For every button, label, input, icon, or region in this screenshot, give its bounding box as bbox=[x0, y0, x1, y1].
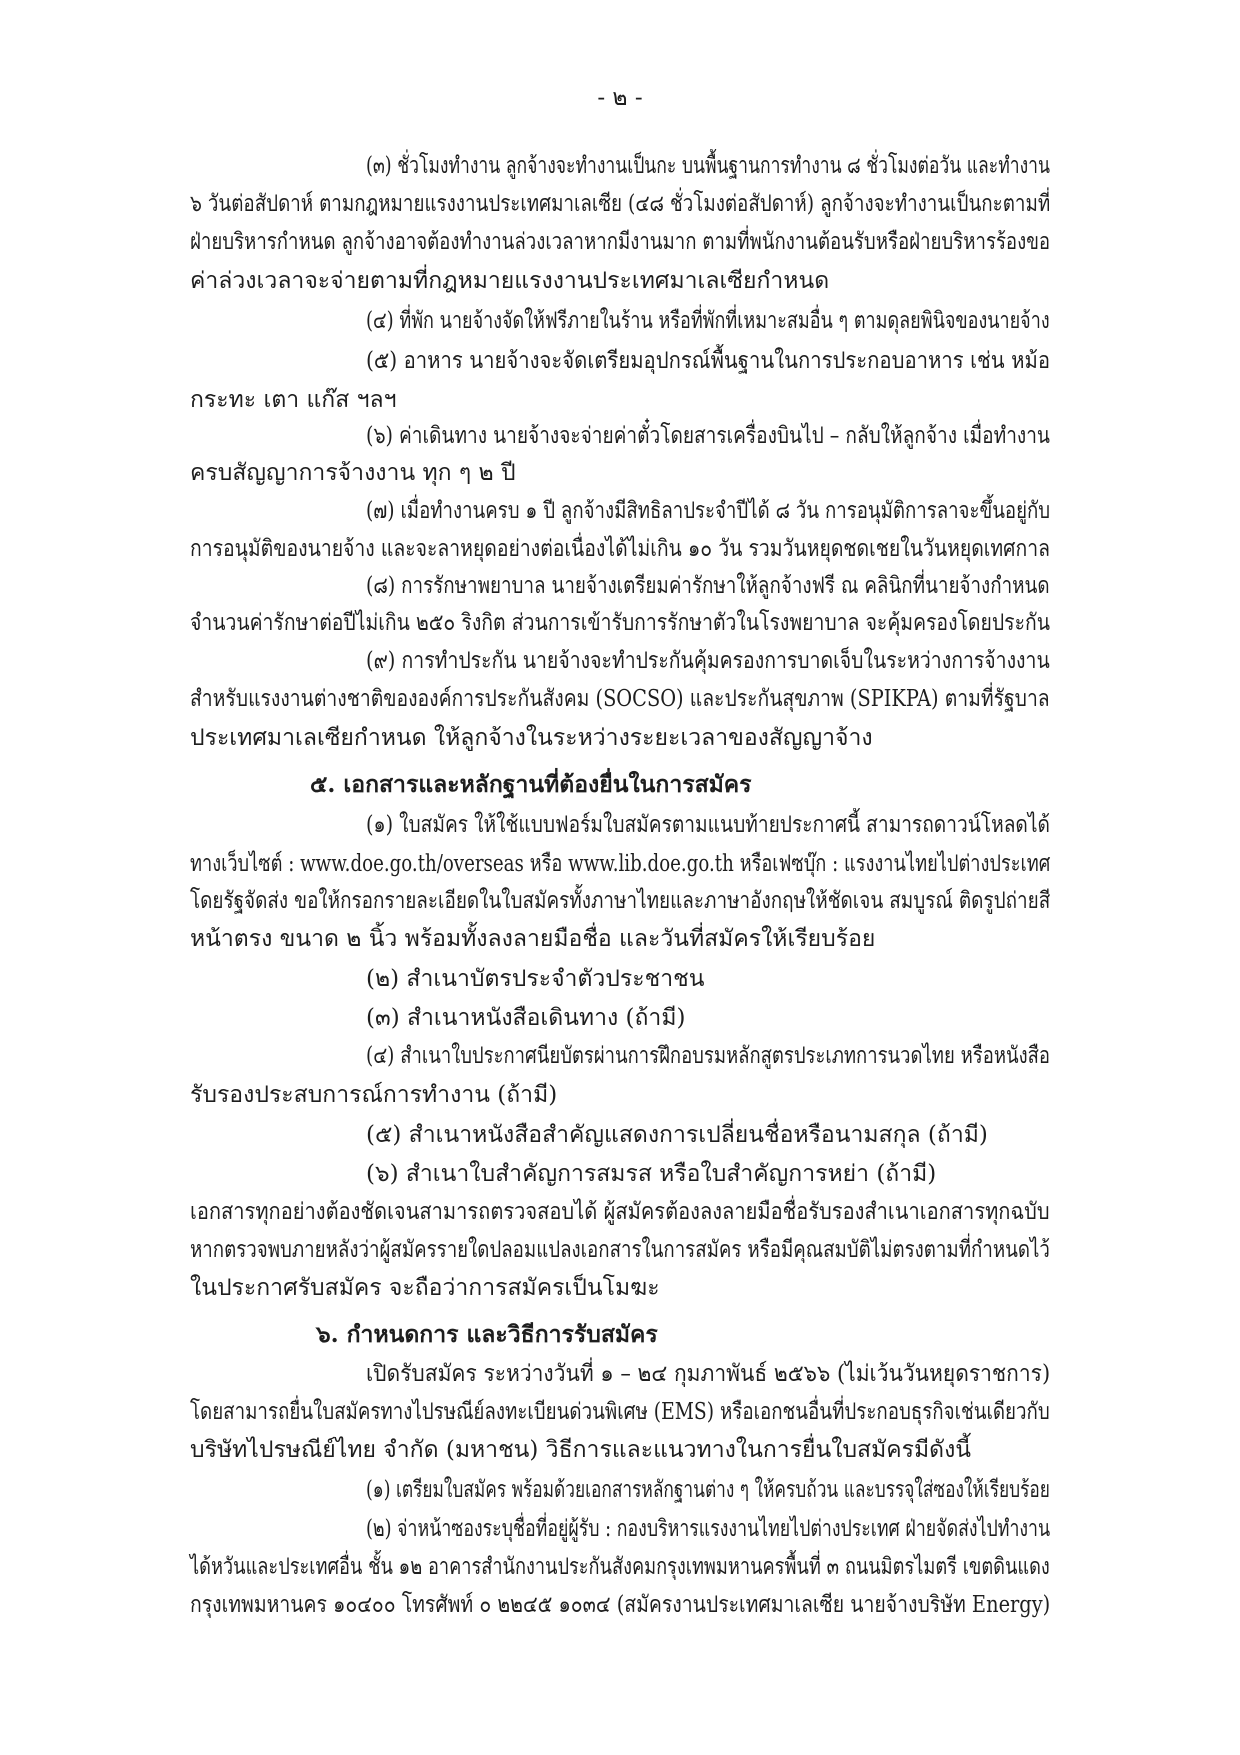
apply-line-3: บริษัทไปรษณีย์ไทย จำกัด (มหาชน) วิธีการและแนวทางในการยื่นใบสมัครมีดังนี้ bbox=[190, 1437, 972, 1463]
page-number: - ๒ - bbox=[597, 85, 643, 111]
para-9-line-1: (๙) การทำประกัน นายจ้างจะทำประกันคุ้มครองการบาดเจ็บในระหว่างการจ้างงาน bbox=[366, 648, 1050, 674]
doc-4-line-2: รับรองประสบการณ์การทำงาน (ถ้ามี) bbox=[190, 1082, 558, 1108]
doc-1-line-2: ทางเว็บไซต์ : www.doe.go.th/overseas หรือ www.lib.doe.go.th หรือเฟซบุ๊ก : แรงงานไทยไปต่างประเทศ bbox=[190, 851, 1051, 877]
apply-line-2: โดยสามารถยื่นใบสมัครทางไปรษณีย์ลงทะเบียนด่วนพิเศษ (EMS) หรือเอกชนอื่นที่ประกอบธุรกิจเช่นเดียวกับ bbox=[190, 1399, 1050, 1425]
para-4-line-1: (๔) ที่พัก นายจ้างจัดให้ฟรีภายในร้าน หรือที่พักที่เหมาะสมอื่น ๆ ตามดุลยพินิจของนายจ้าง bbox=[366, 308, 1050, 334]
para-9-line-2: สำหรับแรงงานต่างชาติขององค์การประกันสังคม (SOCSO) และประกันสุขภาพ (SPIKPA) ตามที่รัฐบาล bbox=[190, 686, 1050, 712]
apply-line-1: เปิดรับสมัคร ระหว่างวันที่ ๑ – ๒๔ กุมภาพันธ์ ๒๕๖๖ (ไม่เว้นวันหยุดราชการ) bbox=[366, 1361, 1051, 1387]
doc-1-line-3: โดยรัฐจัดส่ง ขอให้กรอกรายละเอียดในใบสมัครทั้งภาษาไทยและภาษาอังกฤษให้ชัดเจน สมบูรณ์ ติดรูปถ่ายสี bbox=[190, 888, 1051, 914]
para-6-line-1: (๖) ค่าเดินทาง นายจ้างจะจ่ายค่าตั๋วโดยสารเครื่องบินไป – กลับให้ลูกจ้าง เมื่อทำงาน bbox=[366, 423, 1050, 449]
doc-5-line: (๕) สำเนาหนังสือสำคัญแสดงการเปลี่ยนชื่อหรือนามสกุล (ถ้ามี) bbox=[366, 1122, 988, 1148]
para-8-line-1: (๘) การรักษาพยาบาล นายจ้างเตรียมค่ารักษาให้ลูกจ้างฟรี ณ คลินิกที่นายจ้างกำหนด bbox=[366, 573, 1050, 599]
para-3-line-3: ฝ่ายบริหารกำหนด ลูกจ้างอาจต้องทำงานล่วงเวลาหากมีงานมาก ตามที่พนักงานต้อนรับหรือฝ่ายบริหารร้องขอ bbox=[190, 229, 1051, 255]
doc-4-line-1: (๔) สำเนาใบประกาศนียบัตรผ่านการฝึกอบรมหลักสูตรประเภทการนวดไทย หรือหนังสือ bbox=[366, 1043, 1050, 1069]
para-7-line-2: การอนุมัติของนายจ้าง และจะลาหยุดอย่างต่อเนื่องได้ไม่เกิน ๑๐ วัน รวมวันหยุดชดเชยในวันหยุดเทศกาล bbox=[190, 536, 1050, 562]
para-6-line-2: ครบสัญญาการจ้างงาน ทุก ๆ ๒ ปี bbox=[190, 460, 516, 486]
step-2-line-1: (๒) จ่าหน้าซองระบุชื่อที่อยู่ผู้รับ : กองบริหารแรงงานไทยไปต่างประเทศ ฝ่ายจัดส่งไปทำงาน bbox=[366, 1516, 1051, 1542]
para-9-line-3: ประเทศมาเลเซียกำหนด ให้ลูกจ้างในระหว่างระยะเวลาของสัญญาจ้าง bbox=[190, 725, 873, 751]
doc-1-line-1: (๑) ใบสมัคร ให้ใช้แบบฟอร์มใบสมัครตามแนบท้ายประกาศนี้ สามารถดาวน์โหลดได้ bbox=[366, 812, 1050, 838]
section-5-heading: ๕. เอกสารและหลักฐานที่ต้องยื่นในการสมัคร bbox=[310, 771, 752, 798]
para-5-line-2: กระทะ เตา แก๊ส ฯลฯ bbox=[190, 387, 397, 413]
section-6-heading: ๖. กำหนดการ และวิธีการรับสมัคร bbox=[316, 1321, 658, 1348]
para-7-line-1: (๗) เมื่อทำงานครบ ๑ ปี ลูกจ้างมีสิทธิลาประจำปีได้ ๘ วัน การอนุมัติการลาจะขึ้นอยู่กับ bbox=[366, 498, 1051, 524]
docs-note-line-3: ในประกาศรับสมัคร จะถือว่าการสมัครเป็นโมฆะ bbox=[190, 1275, 660, 1301]
step-1-line: (๑) เตรียมใบสมัคร พร้อมด้วยเอกสารหลักฐานต่าง ๆ ให้ครบถ้วน และบรรจุใส่ซองให้เรียบร้อย bbox=[366, 1477, 1050, 1503]
doc-3-line: (๓) สำเนาหนังสือเดินทาง (ถ้ามี) bbox=[366, 1005, 686, 1031]
doc-6-line: (๖) สำเนาใบสำคัญการสมรส หรือใบสำคัญการหย่า (ถ้ามี) bbox=[366, 1161, 937, 1187]
para-3-line-4: ค่าล่วงเวลาจะจ่ายตามที่กฎหมายแรงงานประเทศมาเลเซียกำหนด bbox=[190, 268, 830, 294]
para-3-line-1: (๓) ชั่วโมงทำงาน ลูกจ้างจะทำงานเป็นกะ บนพื้นฐานการทำงาน ๘ ชั่วโมงต่อวัน และทำงาน bbox=[366, 153, 1050, 179]
doc-2-line: (๒) สำเนาบัตรประจำตัวประชาชน bbox=[366, 966, 705, 992]
para-5-line-1: (๕) อาหาร นายจ้างจะจัดเตรียมอุปกรณ์พื้นฐานในการประกอบอาหาร เช่น หม้อ bbox=[366, 348, 1051, 374]
para-8-line-2: จำนวนค่ารักษาต่อปีไม่เกิน ๒๕๐ ริงกิต ส่วนการเข้ารับการรักษาตัวในโรงพยาบาล จะคุ้มครองโดยประกัน bbox=[190, 610, 1050, 636]
docs-note-line-2: หากตรวจพบภายหลังว่าผู้สมัครรายใดปลอมแปลงเอกสารในการสมัคร หรือมีคุณสมบัติไม่ตรงตามที่กำหนดไว้ bbox=[190, 1237, 1050, 1263]
docs-note-line-1: เอกสารทุกอย่างต้องชัดเจนสามารถตรวจสอบได้ ผู้สมัครต้องลงลายมือชื่อรับรองสำเนาเอกสารทุกฉบับ bbox=[190, 1199, 1050, 1225]
doc-1-line-4: หน้าตรง ขนาด ๒ นิ้ว พร้อมทั้งลงลายมือชื่อ และวันที่สมัครให้เรียบร้อย bbox=[190, 926, 876, 952]
para-3-line-2: ๖ วันต่อสัปดาห์ ตามกฎหมายแรงงานประเทศมาเลเซีย (๔๘ ชั่วโมงต่อสัปดาห์) ลูกจ้างจะทำงานเป็นกะตามที่ bbox=[190, 191, 1051, 217]
step-2-line-3: กรุงเทพมหานคร ๑๐๔๐๐ โทรศัพท์ ๐ ๒๒๔๕ ๑๐๓๔ (สมัครงานประเทศมาเลเซีย นายจ้างบริษัท Energy) bbox=[190, 1592, 1051, 1618]
step-2-line-2: ได้หวันและประเทศอื่น ชั้น ๑๒ อาคารสำนักงานประกันสังคมกรุงเทพมหานครพื้นที่ ๓ ถนนมิตรไมตรี เขตดินแดง bbox=[190, 1554, 1050, 1580]
